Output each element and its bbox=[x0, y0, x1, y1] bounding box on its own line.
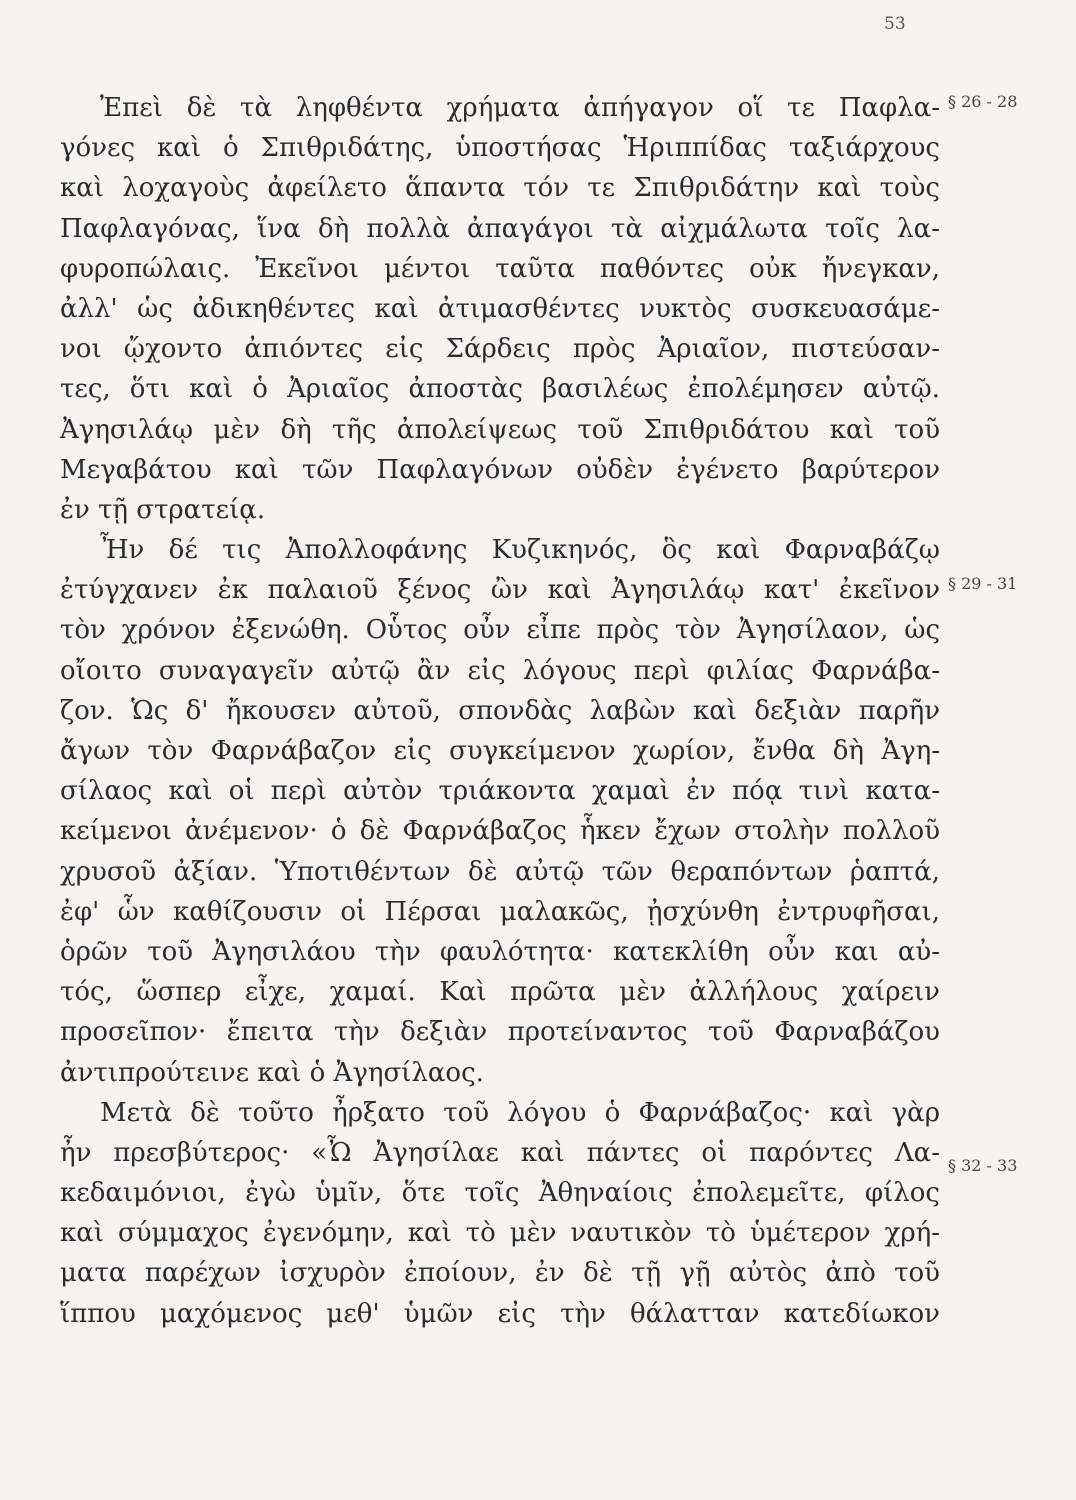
text-line: τες, ὅτι καὶ ὁ Ἀριαῖος ἀποστὰς βασιλέως ἐπολέμησεν αὐτῷ. bbox=[60, 374, 940, 405]
text-line: ἐν τῇ στρατείᾳ. bbox=[60, 494, 266, 525]
text-line: προσεῖπον· ἔπειτα τὴν δεξιὰν προτείναντος τοῦ Φαρναβάζου bbox=[60, 1017, 940, 1048]
text-line: Ἀγησιλάῳ μὲν δὴ τῆς ἀπολείψεως τοῦ Σπιθριδάτου καὶ τοῦ bbox=[60, 414, 940, 445]
text-line: ἀντιπρούτεινε καὶ ὁ Ἀγησίλαος. bbox=[60, 1057, 484, 1088]
text-line: κεδαιμόνιοι, ἐγὼ ὑμῖν, ὅτε τοῖς Ἀθηναίοις ἐπολεμεῖτε, φίλος bbox=[60, 1178, 940, 1209]
text-line: ἄγων τὸν Φαρνάβαζον εἰς συγκείμενον χωρίον, ἔνθα δὴ Ἀγη- bbox=[60, 736, 940, 766]
text-line: τὸν χρόνον ἐξενώθη. Οὗτος οὖν εἶπε πρὸς τὸν Ἀγησίλαον, ὡς bbox=[60, 615, 940, 646]
page-number: 53 bbox=[884, 14, 906, 34]
text-line: ζον. Ὡς δ' ἤκουσεν αὐτοῦ, σπονδὰς λαβὼν καὶ δεξιὰν παρῆν bbox=[60, 695, 940, 726]
text-line: κείμενοι ἀνέμενον· ὁ δὲ Φαρνάβαζος ἧκεν ἔχων στολὴν πολλοῦ bbox=[60, 816, 940, 847]
text-line: Ἐπεὶ δὲ τὰ ληφθέντα χρήματα ἀπήγαγον οἵ τε Παφλα- bbox=[100, 93, 940, 123]
text-line: γόνες καὶ ὁ Σπιθριδάτης, ὑποστήσας Ἡριππίδας ταξιάρχους bbox=[60, 133, 940, 164]
text-line: ἐφ' ὧν καθίζουσιν οἱ Πέρσαι μαλακῶς, ᾐσχύνθη ἐντρυφῆσαι, bbox=[60, 896, 940, 927]
section-marker-26-28: § 26 - 28 bbox=[948, 92, 1018, 111]
text-line: Μεγαβάτου καὶ τῶν Παφλαγόνων οὐδὲν ἐγένετο βαρύτερον bbox=[60, 454, 940, 485]
text-line: νοι ᾤχοντο ἀπιόντες εἰς Σάρδεις πρὸς Ἀριαῖον, πιστεύσαν- bbox=[60, 334, 940, 365]
text-line: ὁρῶν τοῦ Ἀγησιλάου τὴν φαυλότητα· κατεκλίθη οὖν και αὐ- bbox=[60, 936, 940, 967]
text-line: Παφλαγόνας, ἵνα δὴ πολλὰ ἀπαγάγοι τὰ αἰχμάλωτα τοῖς λα- bbox=[60, 213, 940, 244]
text-line: καὶ λοχαγοὺς ἀφείλετο ἅπαντα τόν τε Σπιθριδάτην καὶ τοὺς bbox=[60, 173, 940, 204]
text-line: Ἦν δέ τις Ἀπολλοφάνης Κυζικηνός, ὃς καὶ Φαρναβάζῳ bbox=[100, 535, 940, 566]
text-line: Μετὰ δὲ τοῦτο ἦρξατο τοῦ λόγου ὁ Φαρνάβαζος· καὶ γὰρ bbox=[100, 1097, 940, 1128]
text-line: καὶ σύμμαχος ἐγενόμην, καὶ τὸ μὲν ναυτικὸν τὸ ὑμέτερον χρή- bbox=[60, 1218, 940, 1249]
text-line: ἵππου μαχόμενος μεθ' ὑμῶν εἰς τὴν θάλατταν κατεδίωκον bbox=[60, 1298, 940, 1329]
text-line: χρυσοῦ ἀξίαν. Ὑποτιθέντων δὲ αὐτῷ τῶν θεραπόντων ῥαπτά, bbox=[60, 856, 940, 887]
greek-text-body bbox=[60, 88, 940, 1334]
text-line: ἐτύγχανεν ἐκ παλαιοῦ ξένος ὢν καὶ Ἀγησιλάῳ κατ' ἐκεῖνον bbox=[60, 575, 940, 606]
text-line: τός, ὥσπερ εἶχε, χαμαί. Καὶ πρῶτα μὲν ἀλλήλους χαίρειν bbox=[60, 977, 940, 1008]
text-line: σίλαος καὶ οἱ περὶ αὐτὸν τριάκοντα χαμαὶ ἐν πόᾳ τινὶ κατα- bbox=[60, 776, 940, 807]
section-marker-29-31: § 29 - 31 bbox=[948, 574, 1018, 593]
section-marker-32-33: § 32 - 33 bbox=[948, 1156, 1018, 1175]
text-line: οἴοιτο συναγαγεῖν αὐτῷ ἂν εἰς λόγους περὶ φιλίας Φαρνάβα- bbox=[60, 655, 940, 686]
text-line: ἦν πρεσβύτερος· «Ὦ Ἀγησίλαε καὶ πάντες οἱ παρόντες Λα- bbox=[60, 1137, 940, 1168]
text-line: ματα παρέχων ἰσχυρὸν ἐποίουν, ἐν δὲ τῇ γῇ αὐτὸς ἀπὸ τοῦ bbox=[60, 1258, 940, 1289]
text-line: φυροπώλαις. Ἐκεῖνοι μέντοι ταῦτα παθόντες οὐκ ἤνεγκαν, bbox=[60, 253, 940, 284]
text-line: ἀλλ' ὡς ἀδικηθέντες καὶ ἀτιμασθέντες νυκτὸς συσκευασάμε- bbox=[60, 293, 940, 324]
